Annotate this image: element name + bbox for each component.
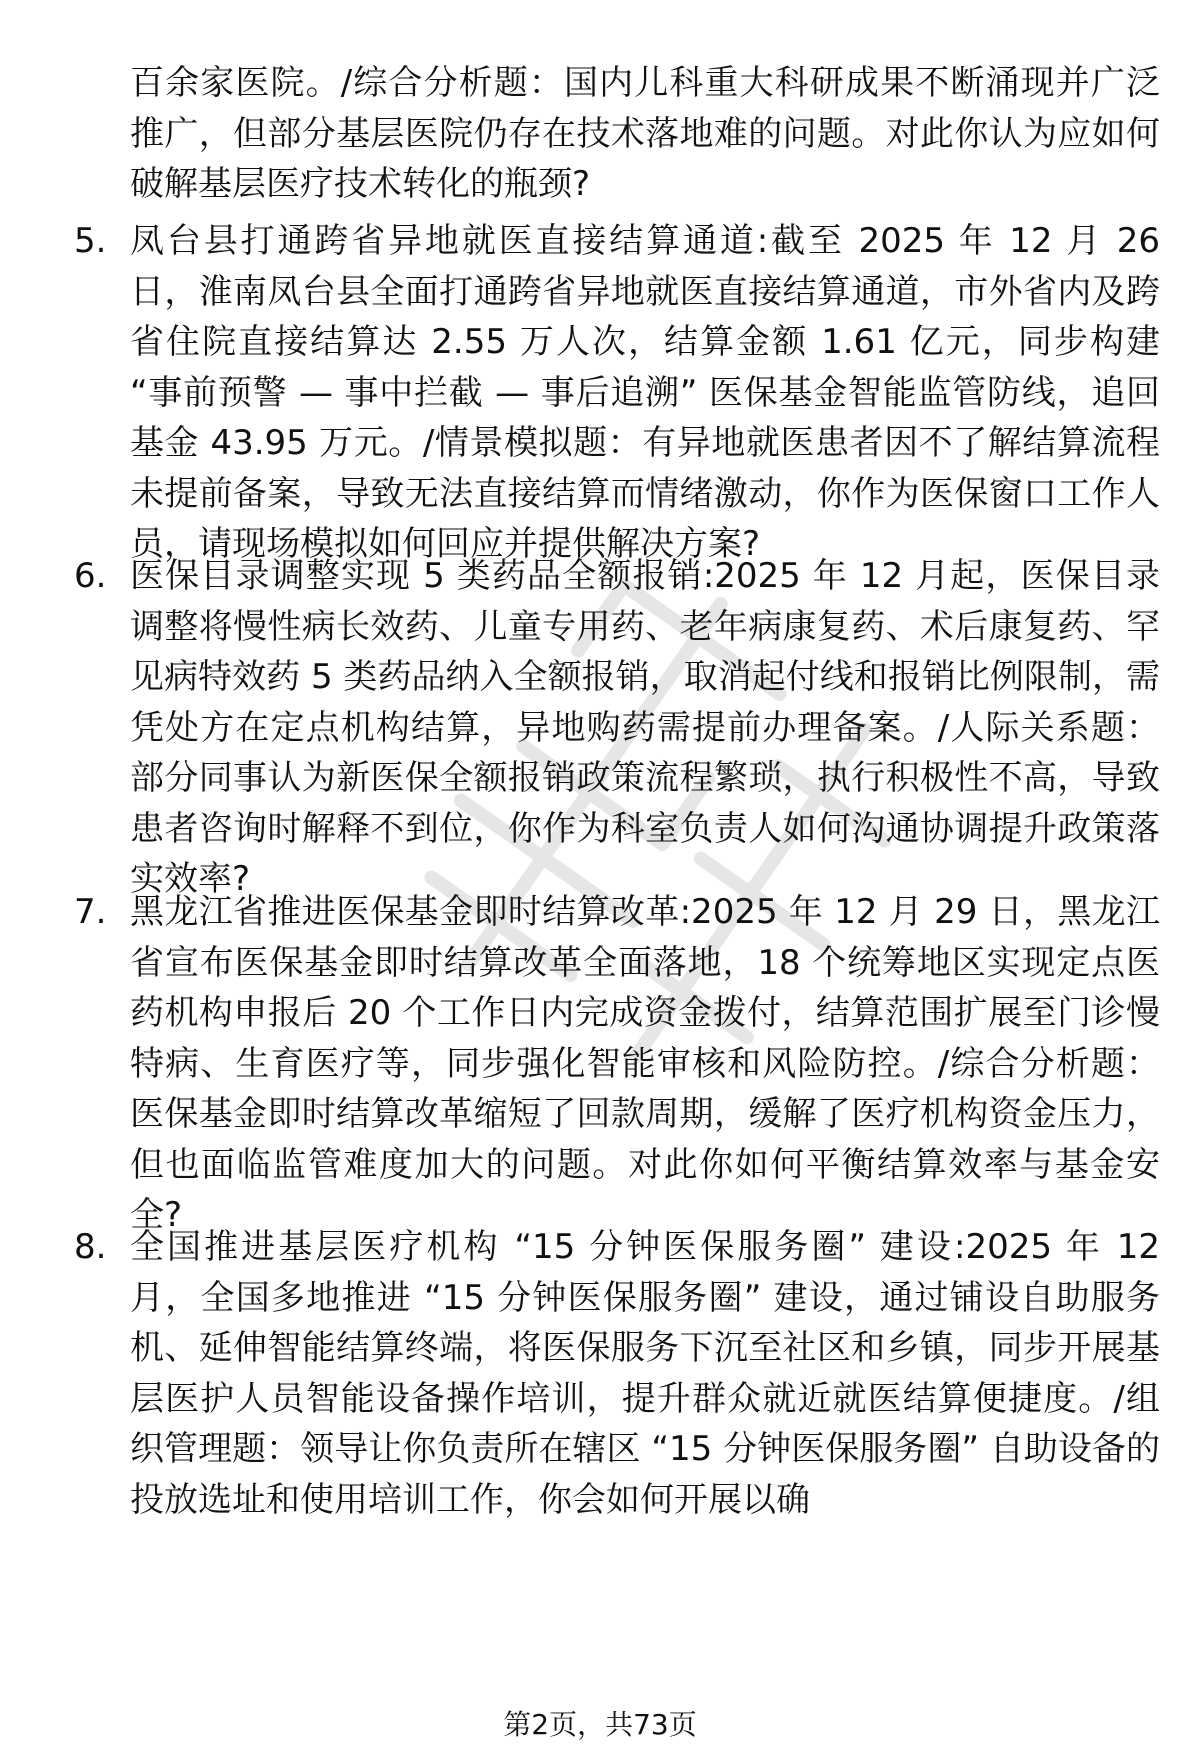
list-item-text: 凤台县打通跨省异地就医直接结算通道:截至 2025 年 12 月 26 日，淮南凤台县全面打通跨省异地就医直接结算通道，市外省内及跨省住院直接结算达 2.55 万人次，结算金额 1.61 亿元，同步构建 “事前预警 — 事中拦截 — 事后追溯” 医保基金智能监管防线，追回基金 43.95 万元。/情景模拟题：有异地就医患者因不了解结算流程未提前备案，导致无法直接结算而情绪激动，你作为医保窗口工作人员，请现场模拟如何回应并提供解决方案? <box>130 221 1160 564</box>
page-footer: 第2页，共73页 <box>503 1708 697 1741</box>
list-item-number: 5. <box>74 221 107 261</box>
list-item-text: 医保目录调整实现 5 类药品全额报销:2025 年 12 月起，医保目录调整将慢性病长效药、儿童专用药、老年病康复药、术后康复药、罕见病特效药 5 类药品纳入全额报销，取消起付线和报销比例限制，需凭处方在定点机构结算，异地购药需提前办理备案。/人际关系题：部分同事认为新医保全额报销政策流程繁琐，执行积极性不高，导致患者咨询时解释不到位，你作为科室负责人如何沟通协调提升政策落实效率? <box>130 556 1160 899</box>
continuation-paragraph: 百余家医院。/综合分析题：国内儿科重大科研成果不断涌现并广泛推广，但部分基层医院仍存在技术落地难的问题。对此你认为应如何破解基层医疗技术转化的瓶颈? <box>130 63 1160 204</box>
list-item-text: 黑龙江省推进医保基金即时结算改革:2025 年 12 月 29 日，黑龙江省宣布医保基金即时结算改革全面落地，18 个统筹地区实现定点医药机构申报后 20 个工作日内完成资金拨付，结算范围扩展至门诊慢特病、生育医疗等，同步强化智能审核和风险防控。/综合分析题：医保基金即时结算改革缩短了回款周期，缓解了医疗机构资金压力，但也面临监管难度加大的问题。对此你如何平衡结算效率与基金安全? <box>130 892 1160 1235</box>
list-item-number: 6. <box>74 556 107 596</box>
list-item-number: 8. <box>74 1227 107 1267</box>
list-item-number: 7. <box>74 892 107 932</box>
list-item-text: 全国推进基层医疗机构 “15 分钟医保服务圈” 建设:2025 年 12 月，全国多地推进 “15 分钟医保服务圈” 建设，通过铺设自助服务机、延伸智能结算终端，将医保服务下沉至社区和乡镇，同步开展基层医护人员智能设备操作培训，提升群众就近就医结算便捷度。/组织管理题：领导让你负责所在辖区 “15 分钟医保服务圈” 自助设备的投放选址和使用培训工作，你会如何开展以确 <box>130 1227 1160 1520</box>
